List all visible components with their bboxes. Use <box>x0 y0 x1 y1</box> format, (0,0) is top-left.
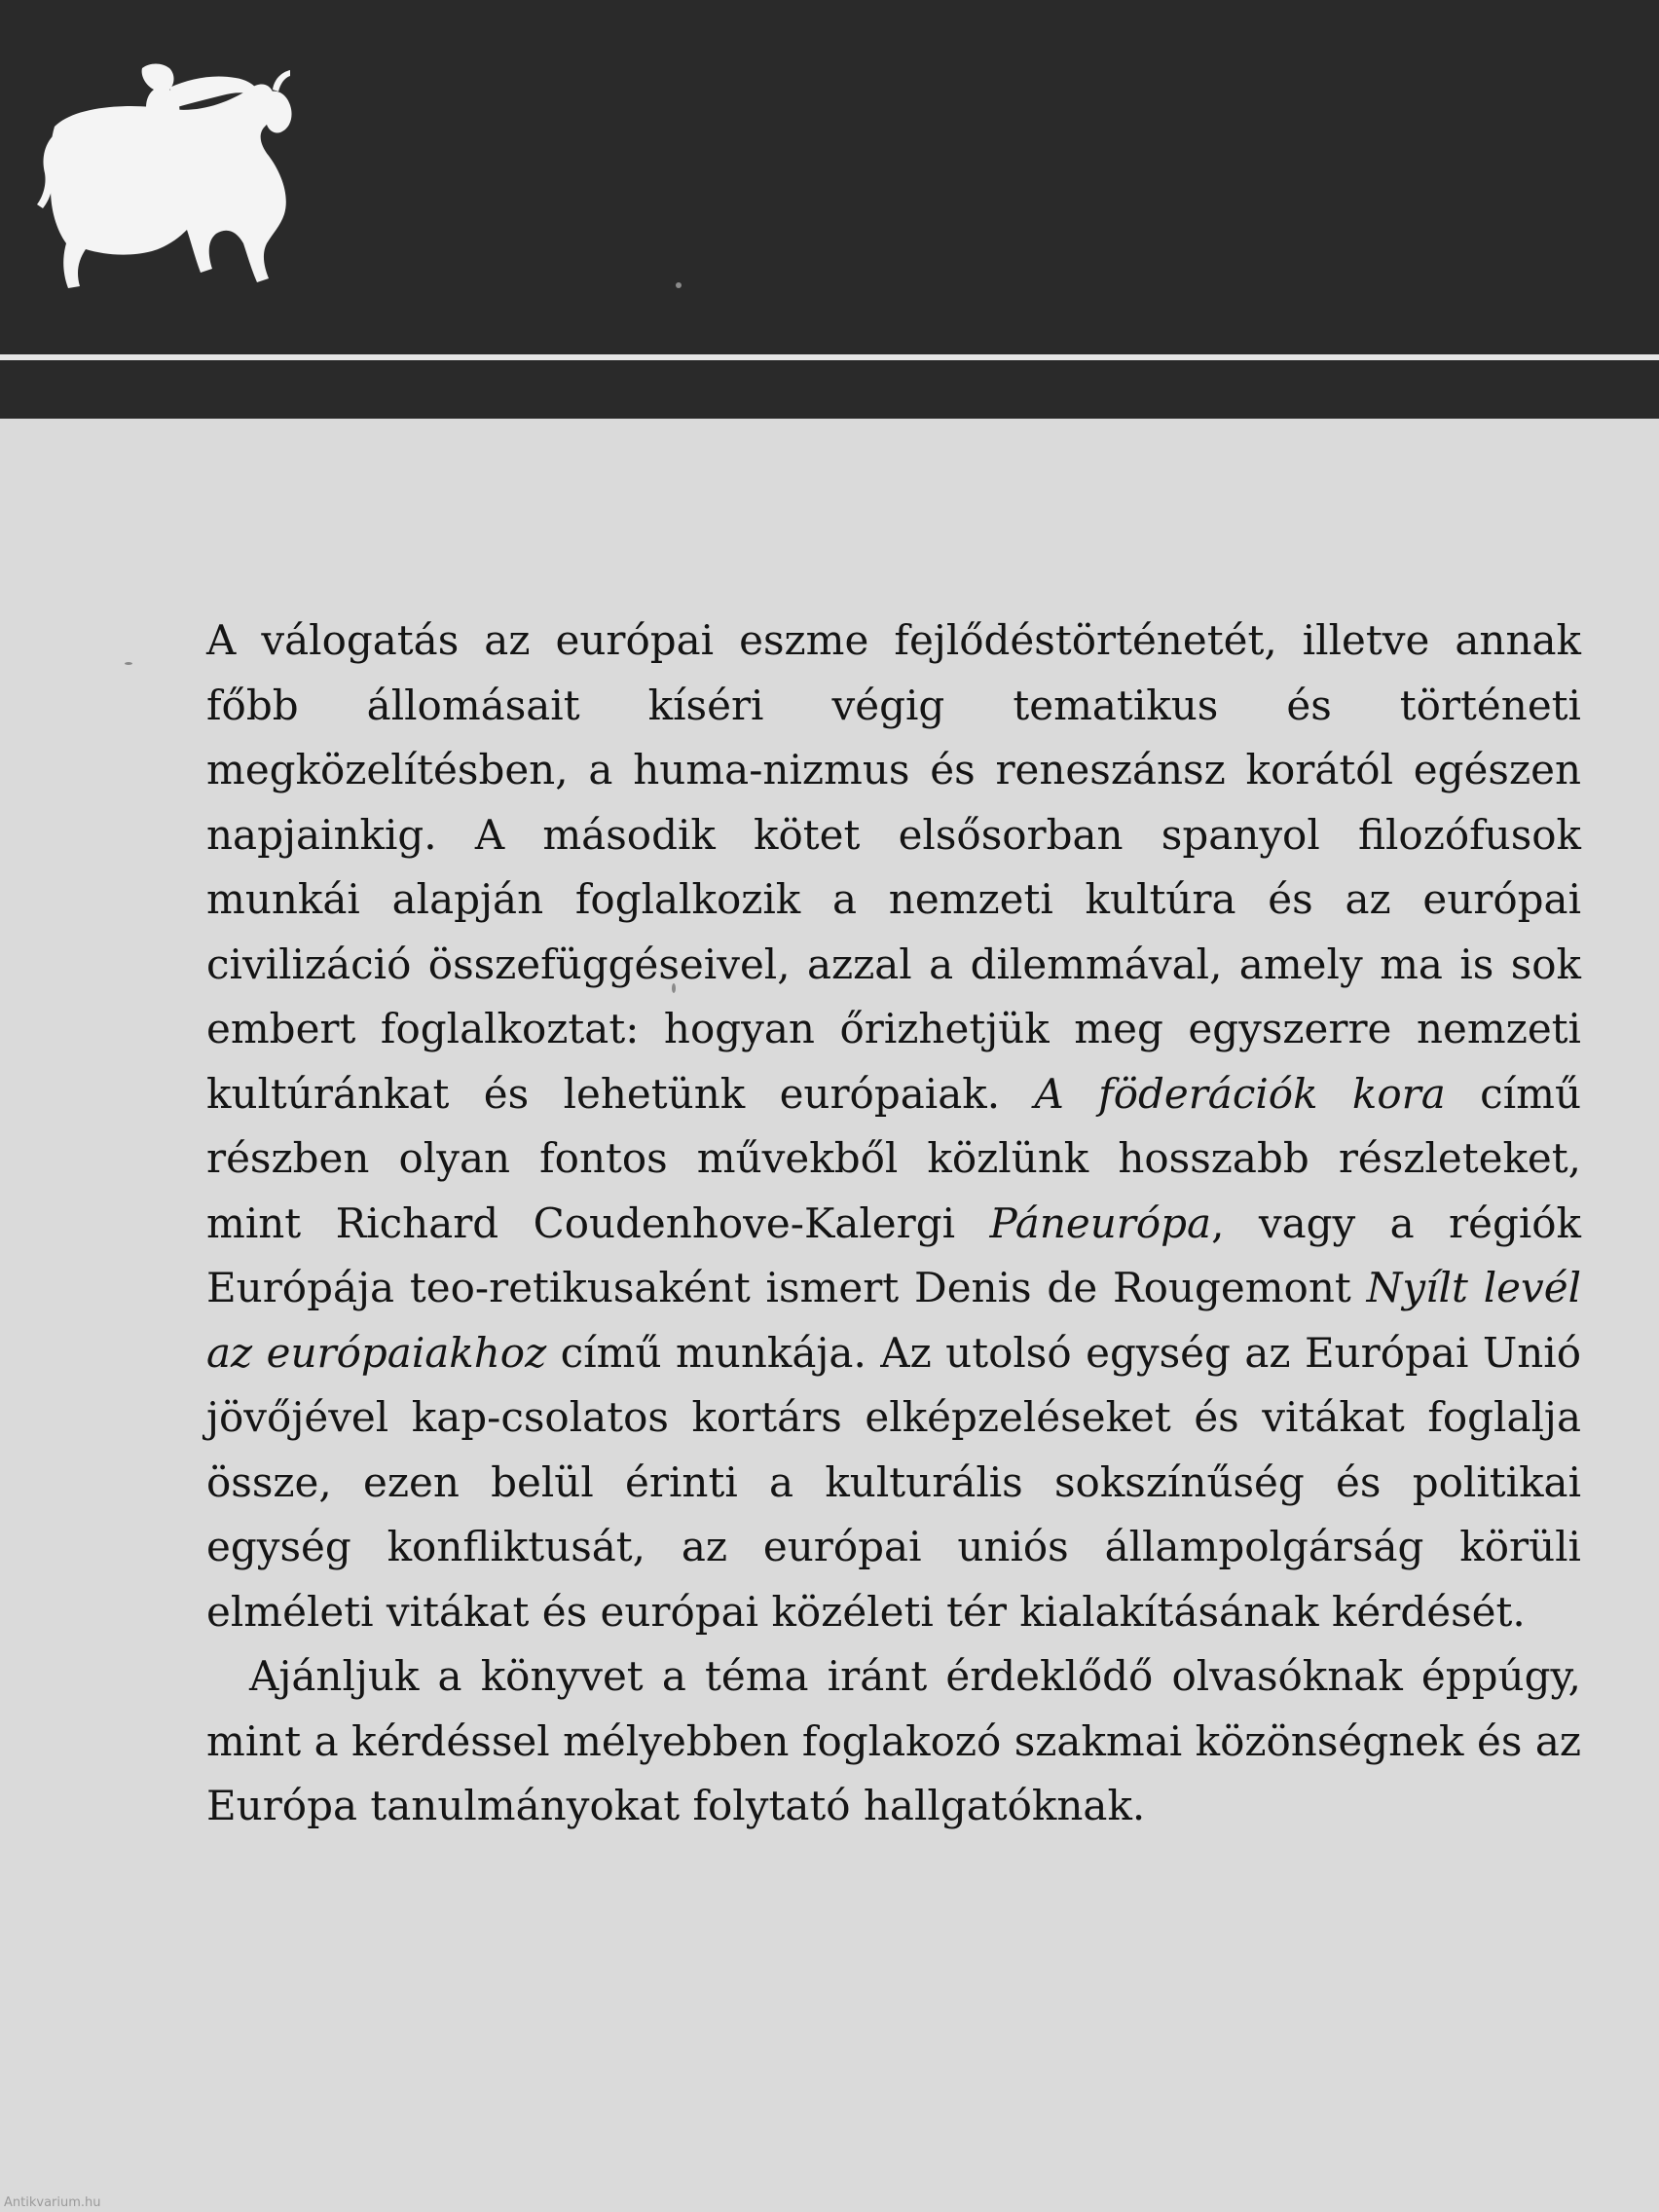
watermark: Antikvarium.hu <box>4 2195 101 2210</box>
paragraph-1-segment: című munkája. Az utolsó egység az Európai Unió jövőjével kap-csolatos kortárs elképzeléseket és vitákat foglalja össze, ezen belül érinti a kulturális sokszínűség és politikai egység konfliktusát, az európai uniós állampolgárság körüli elméleti vitákat és európai közéleti tér kialakításának kérdését. <box>206 1328 1582 1636</box>
horizontal-rule <box>0 354 1659 360</box>
blurb-text <box>206 608 1581 1839</box>
paper-speck <box>125 662 132 665</box>
paragraph-1-segment: című részben olyan fontos művekből közlünk hosszabb részleteket, mint Richard Coudenhove-Kalergi <box>206 1069 1581 1247</box>
book-title-open-letter: Nyílt levél az európaiakhoz <box>206 1264 1581 1377</box>
book-title-paneuropa: Páneurópa <box>989 1198 1212 1247</box>
dark-header-band <box>0 0 1659 419</box>
book-title-federations: A föderációk kora <box>1034 1069 1446 1118</box>
blurb-paragraph-1 <box>206 608 1581 1644</box>
blurb-paragraph-2: Ajánljuk a könyvet a téma iránt érdeklődő olvasóknak éppúgy, mint a kérdéssel mélyebben foglakozó szakmai közönségnek és az Európa tanulmányokat folytató hallgatóknak. <box>206 1652 1581 1829</box>
europa-on-bull-emblem-icon <box>35 49 298 321</box>
paper-speck <box>676 282 682 288</box>
paragraph-1-segment: A válogatás az európai eszme fejlődéstörténetét, illetve annak főbb állomásait kíséri végig tematikus és történeti megközelítésben, a huma-nizmus és reneszánsz korától egészen napjainkig. A második kötet elsősorban spanyol filozófusok munkái alapján foglalkozik a nemzeti kultúra és az európai civilizáció összefüggéseivel, azzal a dilemmával, amely ma is sok embert foglalkoztat: hogyan őrizhetjük meg egyszerre nemzeti kultúránkat és lehetünk európaiak. <box>206 616 1581 1118</box>
paragraph-1-segment: , vagy a régiók Európája teo-retikusaként ismert Denis de Rougemont <box>206 1198 1582 1311</box>
